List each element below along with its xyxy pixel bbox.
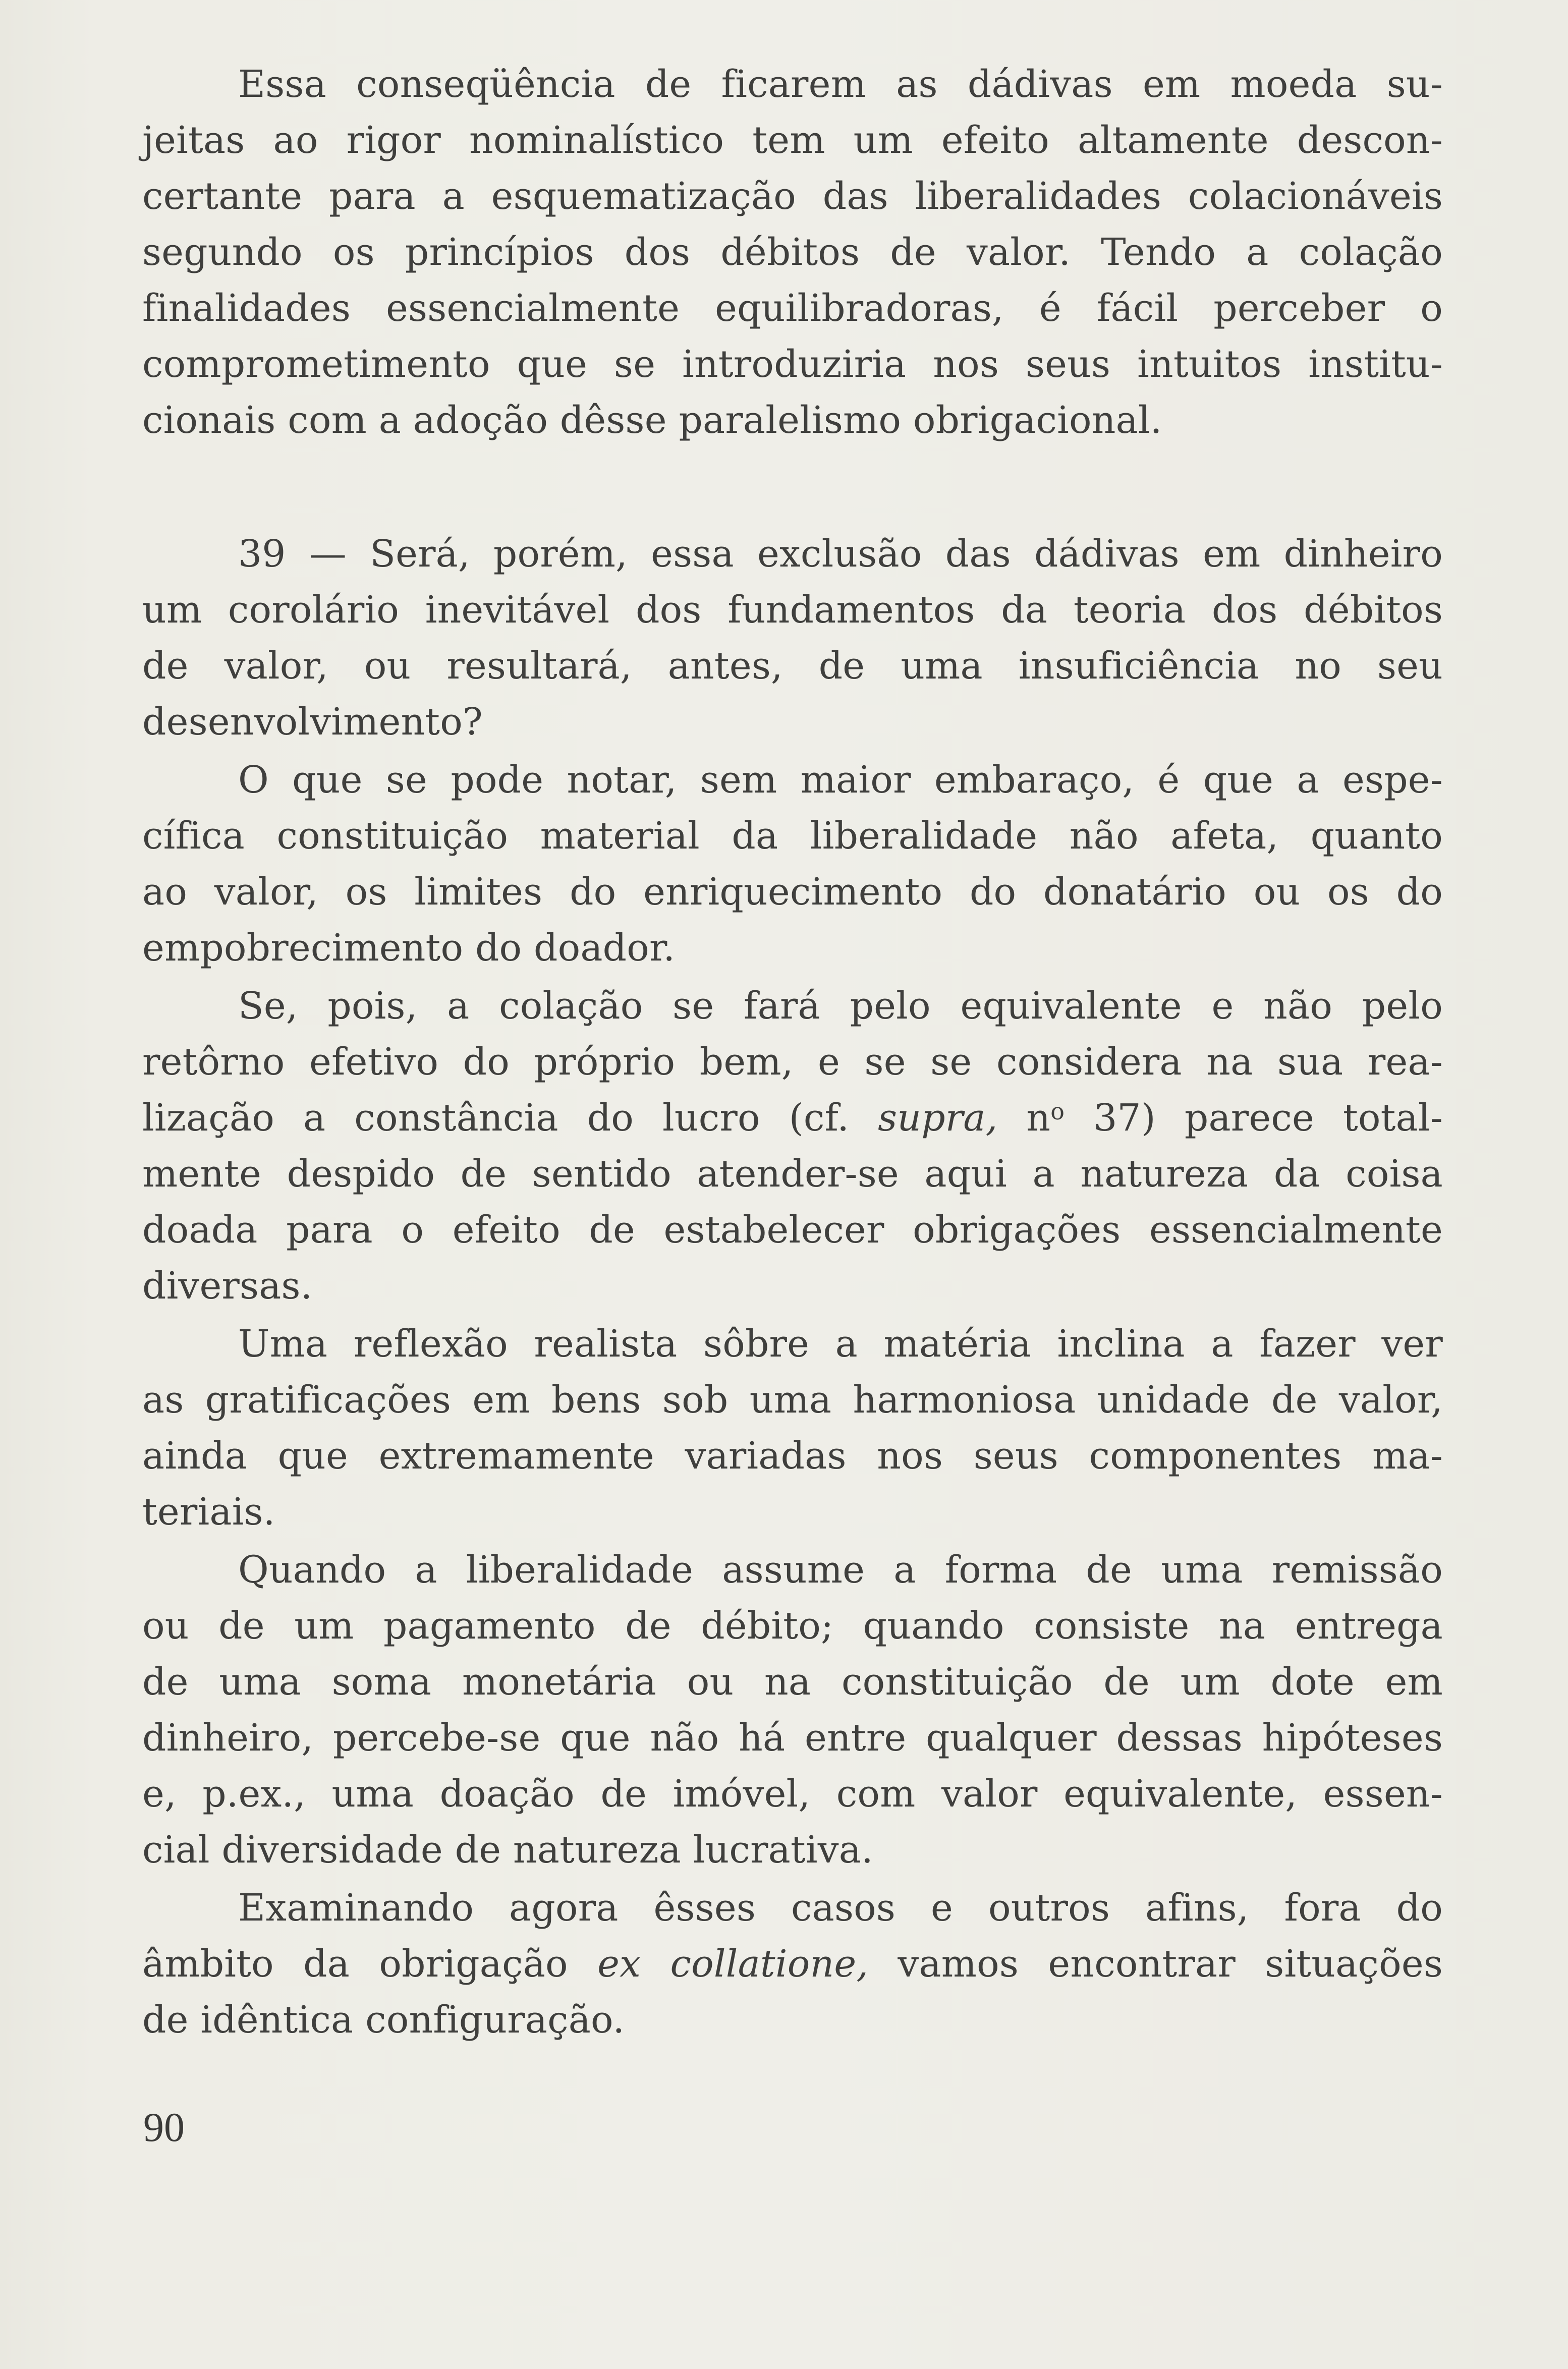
text-line: segundo os princípios dos débitos de valor. Tendo a colação bbox=[142, 231, 1443, 274]
text-line: teriais. bbox=[142, 1490, 275, 1534]
text-line: dinheiro, percebe-se que não há entre qualquer dessas hipóteses bbox=[142, 1716, 1443, 1760]
section-gap bbox=[142, 448, 1443, 526]
body-text bbox=[142, 57, 1443, 2048]
text-line: de uma soma monetária ou na constituição de um dote em bbox=[142, 1660, 1443, 1704]
paragraph bbox=[142, 1316, 1443, 1540]
text-line: e, p.ex., uma doação de imóvel, com valor equivalente, essen- bbox=[142, 1772, 1443, 1816]
text-line: certante para a esquematização das liberalidades colacionáveis bbox=[142, 175, 1443, 218]
text-line: Uma reflexão realista sôbre a matéria inclina a fazer ver bbox=[238, 1322, 1443, 1366]
text-line: um corolário inevitável dos fundamentos da teoria dos débitos bbox=[142, 588, 1443, 632]
paragraph bbox=[142, 1542, 1443, 1878]
paragraph bbox=[142, 978, 1443, 1314]
paragraph bbox=[142, 1880, 1443, 2048]
text-line: jeitas ao rigor nominalístico tem um efeito altamente descon- bbox=[142, 119, 1443, 162]
text-line: cial diversidade de natureza lucrativa. bbox=[142, 1828, 873, 1872]
paragraph bbox=[142, 752, 1443, 976]
text-line: 39 — Será, porém, essa exclusão das dádivas em dinheiro bbox=[238, 532, 1443, 576]
text-line: ou de um pagamento de débito; quando consiste na entrega bbox=[142, 1604, 1443, 1648]
ordinal-indicator: o bbox=[1050, 1098, 1065, 1125]
text-line: cionais com a adoção dêsse paralelismo obrigacional. bbox=[142, 399, 1162, 442]
paragraph bbox=[142, 57, 1443, 448]
text-line: Quando a liberalidade assume a forma de uma remissão bbox=[238, 1548, 1443, 1592]
text-run: âmbito da obrigação bbox=[142, 1942, 598, 1986]
text-line: Essa conseqüência de ficarem as dádivas em moeda su- bbox=[238, 63, 1443, 106]
text-run: vamos encontrar situações bbox=[868, 1942, 1443, 1986]
text-line: ao valor, os limites do enriquecimento do donatário ou os do bbox=[142, 870, 1443, 914]
text-line bbox=[142, 1936, 1443, 1992]
text-line: desenvolvimento? bbox=[142, 700, 483, 744]
text-line: cífica constituição material da liberalidade não afeta, quanto bbox=[142, 814, 1443, 858]
text-line: retôrno efetivo do próprio bem, e se se considera na sua rea- bbox=[142, 1040, 1443, 1084]
text-run: 37) parece total- bbox=[1065, 1096, 1443, 1140]
text-line: mente despido de sentido atender-se aqui a natureza da coisa bbox=[142, 1152, 1443, 1196]
text-line: ainda que extremamente variadas nos seus componentes ma- bbox=[142, 1434, 1443, 1478]
page-number: 90 bbox=[143, 2104, 185, 2150]
text-run: lização a constância do lucro (cf. bbox=[142, 1096, 878, 1140]
text-line: de valor, ou resultará, antes, de uma insuficiência no seu bbox=[142, 644, 1443, 688]
text-line: O que se pode notar, sem maior embaraço, é que a espe- bbox=[238, 758, 1443, 802]
text-run: n bbox=[997, 1096, 1051, 1140]
text-line bbox=[142, 1090, 1443, 1146]
paragraph-section-39 bbox=[142, 526, 1443, 750]
text-line: as gratificações em bens sob uma harmoniosa unidade de valor, bbox=[142, 1378, 1443, 1422]
text-line: Examinando agora êsses casos e outros afins, fora do bbox=[238, 1886, 1443, 1930]
text-line: empobrecimento do doador. bbox=[142, 926, 676, 970]
text-line: doada para o efeito de estabelecer obrigações essencialmente bbox=[142, 1208, 1443, 1252]
text-line: Se, pois, a colação se fará pelo equivalente e não pelo bbox=[238, 984, 1443, 1028]
italic-term-ex-collatione: ex collatione, bbox=[597, 1942, 869, 1986]
italic-term-supra: supra, bbox=[878, 1096, 998, 1140]
text-line: comprometimento que se introduziria nos seus intuitos institu- bbox=[142, 343, 1443, 386]
text-line: de idêntica configuração. bbox=[142, 1998, 625, 2042]
text-line: finalidades essencialmente equilibradoras, é fácil perceber o bbox=[142, 287, 1443, 330]
text-line: diversas. bbox=[142, 1264, 313, 1308]
